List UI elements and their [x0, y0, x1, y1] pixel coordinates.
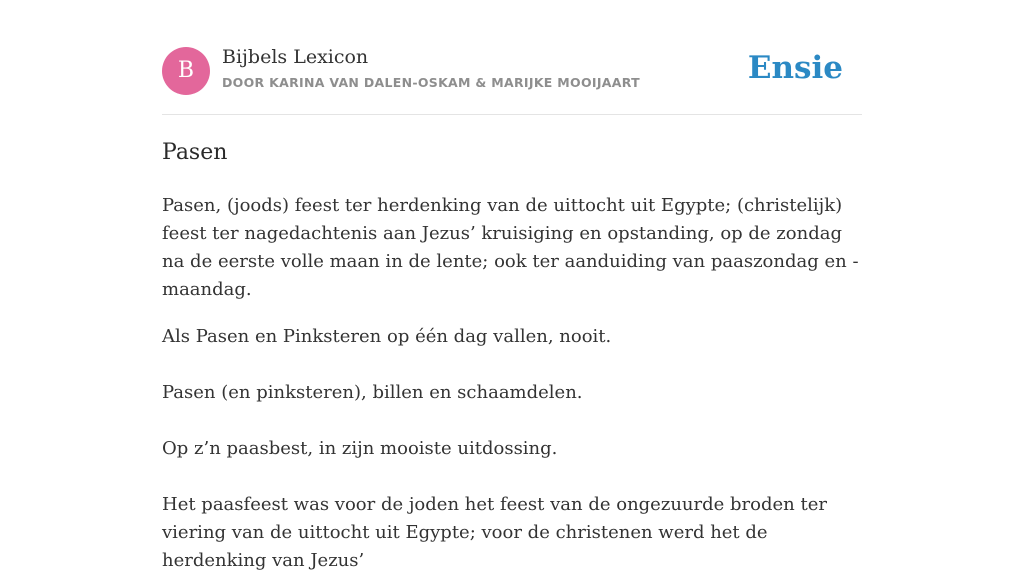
expression-paragraph: Pasen (en pinksteren), billen en schaamdelen.: [162, 382, 583, 403]
lexicon-title[interactable]: Bijbels Lexicon: [222, 46, 369, 68]
expression-paragraph: Als Pasen en Pinksteren op één dag vallen, nooit.: [162, 326, 612, 347]
header: [162, 46, 862, 115]
article: [162, 132, 862, 575]
definition-paragraph: Pasen, (joods) feest ter herdenking van de uittocht uit Egypte; (christelijk) feest ter nagedachtenis aan Jezus’ kruisiging en opstanding, op de zondag na de eerste volle maan in de lente; ook ter aanduiding van paaszondag en -maandag.: [162, 195, 859, 300]
page-title: Pasen: [162, 140, 228, 165]
ensie-logo[interactable]: Ensie: [747, 50, 843, 86]
author-subtitle: DOOR KARINA VAN DALEN-OSKAM & MARIJKE MOOIJAART: [222, 75, 640, 90]
avatar[interactable]: B: [162, 47, 210, 95]
expression-paragraph: Op z’n paasbest, in zijn mooiste uitdossing.: [162, 438, 558, 459]
history-paragraph: Het paasfeest was voor de joden het feest van de ongezuurde broden ter viering van de uittocht uit Egypte; voor de christenen werd het de herdenking van Jezus’: [162, 494, 827, 571]
